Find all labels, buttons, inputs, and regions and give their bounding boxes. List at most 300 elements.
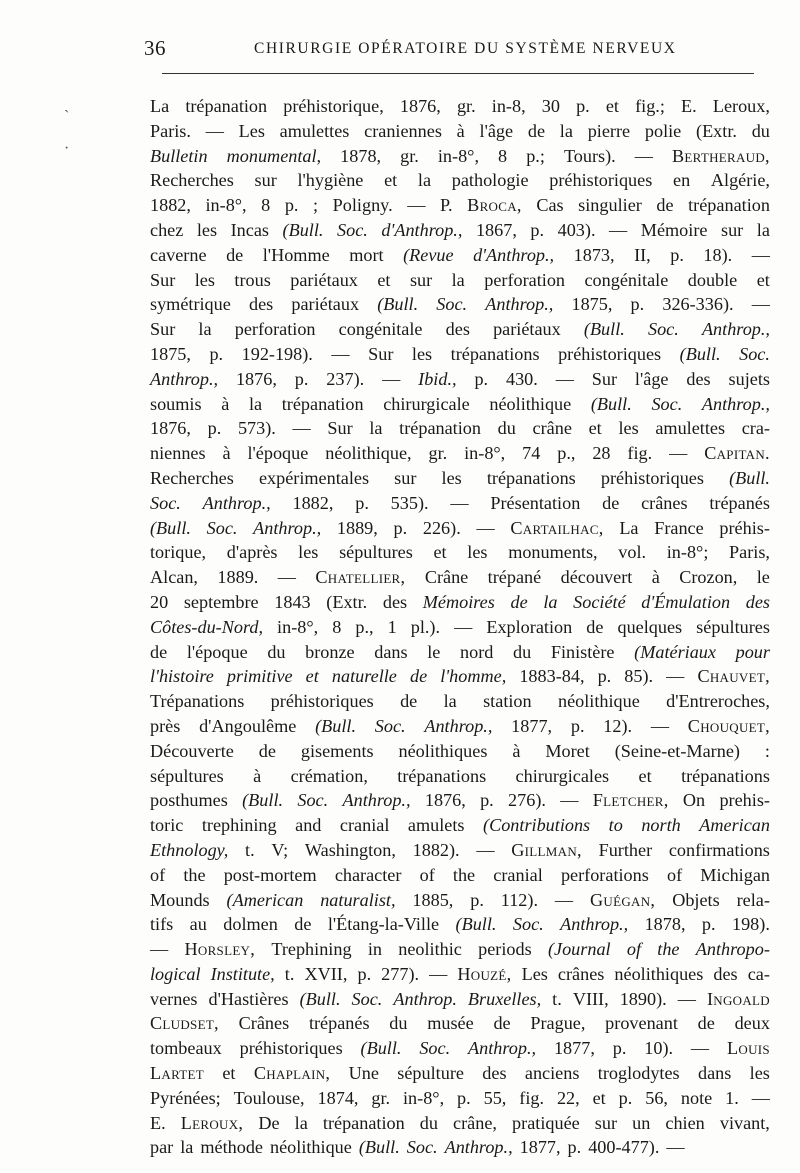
word: the [183, 864, 206, 885]
page-number: 36 [144, 36, 166, 60]
italic-word: Bulletin [150, 145, 208, 166]
word: 30 [541, 96, 560, 116]
word: l'Étang-la-Ville [327, 914, 440, 935]
italic-word: de [510, 591, 528, 612]
italic-word: of [626, 939, 642, 960]
word: nord [460, 641, 494, 662]
word: l'âge [634, 368, 669, 389]
word: dans [374, 641, 408, 662]
italic-word: Soc. [406, 1137, 438, 1158]
word: P. [439, 195, 453, 216]
word: l'Homme [262, 244, 330, 265]
text-line [150, 119, 770, 144]
italic-word: d'Émulation [641, 591, 731, 612]
word: ; [313, 195, 319, 216]
word: (Extr. [696, 120, 737, 141]
word: perforation [484, 269, 566, 290]
word: periods [478, 939, 532, 960]
word: singulier [578, 195, 642, 216]
word: 1876, [424, 790, 466, 811]
word: d'Hastières [208, 988, 289, 1009]
word: la [559, 120, 573, 141]
word: II, [634, 244, 651, 265]
word: Washington, [304, 839, 396, 860]
word: de [697, 1013, 715, 1034]
word: par [150, 1137, 174, 1158]
word: 1875, [150, 343, 191, 364]
word: les [618, 418, 639, 439]
word: du [751, 120, 770, 141]
word: 18). [703, 244, 733, 265]
word: 1877, [519, 1137, 561, 1158]
word: of [150, 864, 166, 885]
italic-word: monumental, [226, 145, 322, 166]
word: p. [393, 517, 408, 538]
word: Les [238, 120, 265, 141]
word: 226). [422, 517, 461, 538]
word: 1875, [571, 294, 613, 315]
word: vol. [618, 542, 647, 563]
word: p., [355, 616, 374, 637]
word: la [369, 418, 383, 439]
word: expérimentales [258, 467, 370, 488]
word: l'époque [186, 641, 248, 662]
word: 277). [381, 963, 420, 984]
text-line [150, 416, 770, 441]
word: et [605, 96, 619, 116]
word: Prague, [530, 1013, 586, 1034]
word: d'après [226, 542, 278, 563]
word: pariétaux [290, 269, 358, 290]
word: sur [594, 1112, 618, 1133]
word: Recherches [150, 170, 234, 191]
word: Alcan, [150, 567, 198, 588]
italic-word: Société [573, 591, 626, 612]
word: — [609, 219, 628, 240]
text-line [150, 615, 770, 640]
word: des [713, 963, 738, 984]
italic-word: et [305, 666, 319, 687]
word: Poligny. [332, 195, 393, 216]
word: — [751, 1087, 770, 1108]
word: chien [665, 1112, 705, 1133]
word: 74 [522, 443, 541, 464]
word: p. [701, 914, 716, 935]
word: monuments, [508, 542, 598, 563]
word: p. [530, 219, 545, 240]
word: station [483, 691, 532, 712]
italic-word: d'Anthrop., [473, 244, 555, 265]
word: 1889, [336, 517, 378, 538]
word: musée [427, 1013, 474, 1034]
italic-word: Anthrop., [468, 1038, 537, 1059]
text-line [150, 1111, 770, 1136]
word: — [677, 988, 696, 1009]
word: Incas [230, 219, 269, 240]
word: 1890). [619, 988, 667, 1009]
text-line [150, 689, 770, 714]
word: E. [150, 1112, 166, 1133]
word: néolithique, [325, 443, 412, 464]
word: préhistoriques [600, 467, 704, 488]
word: et [222, 1063, 236, 1084]
italic-word: de [409, 666, 428, 687]
word: trépanation [688, 195, 770, 216]
word: néolithiques [614, 963, 704, 984]
word: p. [480, 790, 494, 811]
word: 8 [498, 145, 508, 166]
word: en [673, 170, 691, 191]
word: 1 [387, 616, 397, 637]
word: de [294, 914, 312, 935]
author-name: Capitan. [704, 443, 770, 464]
author-name: Ingoald [706, 988, 770, 1009]
header-rule [162, 73, 754, 74]
word: sujets [728, 368, 770, 389]
word: bronze [305, 641, 355, 662]
italic-word: Soc. [419, 1038, 451, 1059]
word: la [248, 393, 263, 414]
word: Crozon, [679, 567, 738, 588]
word: pratiquée [512, 1112, 580, 1133]
word: de [150, 641, 168, 662]
word: 1882, [150, 195, 191, 216]
word: Toulouse, [233, 1087, 305, 1108]
word: 1843 [274, 591, 311, 612]
word: les [298, 542, 319, 563]
word: Mounds [150, 889, 210, 910]
author-name: Horsley, [184, 939, 256, 960]
word: trépanations [681, 765, 770, 786]
text-line [150, 392, 770, 417]
word: p. [470, 889, 484, 910]
word: pariétaux [493, 319, 561, 340]
margin-mark: ` [64, 108, 70, 125]
margin-mark: · [64, 140, 70, 157]
word: — [666, 666, 685, 687]
word: Tours). [563, 145, 616, 166]
word: gisements [300, 740, 374, 761]
word: 276). [508, 790, 546, 811]
word: 1867, [475, 219, 517, 240]
word: 112). [500, 889, 538, 910]
word: 1882). [412, 839, 460, 860]
text-line [150, 193, 770, 218]
word: sur [394, 467, 417, 488]
word: of [666, 864, 683, 885]
word: découvert [560, 567, 633, 588]
italic-word: Anthrop., [150, 368, 219, 389]
author-name: Chouquet, [687, 715, 770, 736]
word: préhistorique, [283, 96, 384, 116]
italic-word: Bruxelles, [467, 988, 542, 1009]
word: 1883-84, [519, 666, 585, 687]
word: pathologie [451, 170, 529, 191]
word: 400-477). [588, 1137, 660, 1158]
word: note [680, 1087, 713, 1108]
word: les [411, 343, 433, 364]
italic-word: (American [226, 889, 304, 910]
page-header [144, 36, 764, 62]
italic-word: (Bull. [590, 393, 632, 414]
word: et [588, 418, 602, 439]
text-line [150, 1135, 770, 1160]
word: préhistoriques [239, 1038, 343, 1059]
word: t. [552, 988, 562, 1009]
word: de [586, 616, 604, 637]
word: 430. [505, 368, 538, 389]
word: des [686, 368, 711, 389]
word: à [651, 567, 660, 588]
word: des [482, 1063, 507, 1084]
text-line [150, 813, 770, 838]
italic-word: (Bull. [299, 988, 341, 1009]
italic-word: Anthrop., [253, 517, 322, 538]
word: Découverte [150, 740, 234, 761]
word: et [377, 269, 391, 290]
author-name: Bertheraud, [671, 145, 770, 166]
text-line [150, 987, 770, 1012]
author-name: Houzé, [457, 963, 512, 984]
word: les [196, 219, 218, 240]
word: un [632, 1112, 651, 1133]
author-name: Cartailhac, [510, 517, 604, 538]
word: in-8°, [464, 443, 506, 464]
word: vernes [150, 988, 198, 1009]
text-line [150, 888, 770, 913]
word: des [445, 319, 470, 340]
italic-word: (Matériaux [634, 641, 716, 662]
italic-word: Anthrop., [560, 914, 629, 935]
italic-word: logical [150, 963, 201, 984]
word: — [476, 839, 495, 860]
word: le [427, 641, 441, 662]
word: à [253, 765, 262, 786]
word: chez [150, 219, 184, 240]
word: Sur [368, 343, 394, 364]
word: chirurgicales [515, 765, 610, 786]
text-line [150, 367, 770, 392]
word: p. [612, 1038, 627, 1059]
word: double [687, 269, 738, 290]
word: l'hygiène [297, 170, 364, 191]
word: crâne, [453, 1112, 497, 1133]
italic-word: Soc. [651, 393, 683, 414]
word: : [764, 740, 770, 761]
word: — [476, 517, 495, 538]
word: sur [409, 269, 433, 290]
word: sépultures [339, 542, 413, 563]
italic-word: l'histoire [150, 666, 214, 687]
word: and [295, 815, 322, 836]
word: VIII, [572, 988, 609, 1009]
text-line [150, 739, 770, 764]
word: dolmen [223, 914, 278, 935]
word: the [452, 864, 476, 885]
word: 1873, [573, 244, 615, 265]
word: V; [271, 839, 289, 860]
word: craniennes [364, 120, 442, 141]
word: p. [576, 96, 590, 116]
italic-word: naturalist, [320, 889, 396, 910]
word: près [150, 715, 181, 736]
word: prehis- [719, 790, 770, 811]
italic-word: la [543, 591, 558, 612]
italic-word: (Bull. [315, 715, 356, 736]
word: Paris. [150, 120, 191, 141]
word: — [650, 715, 669, 736]
italic-word: (Bull. [242, 790, 284, 811]
word: Recherches [150, 467, 234, 488]
text-line [150, 243, 770, 268]
word: E. [681, 96, 697, 116]
word: septembre [183, 591, 259, 612]
word: 12). [603, 715, 633, 736]
word: (Seine-et-Marne) [614, 740, 740, 761]
word: p. [474, 368, 489, 389]
word: néolithique [557, 691, 640, 712]
word: gr. [400, 145, 419, 166]
text-line [150, 342, 770, 367]
word: 192-198). [241, 343, 313, 364]
word: Exploration [486, 616, 573, 637]
word: — [150, 939, 169, 960]
word: trépanation [281, 393, 364, 414]
italic-word: d'Anthrop., [381, 219, 463, 240]
word: 1. [725, 1087, 739, 1108]
word: trépanations [450, 343, 540, 364]
word: — [429, 963, 448, 984]
word: trépanation [399, 418, 481, 439]
italic-word: Ethnology, [150, 839, 229, 860]
text-line [150, 441, 770, 466]
word: néolithique [489, 393, 572, 414]
word: méthode [200, 1137, 264, 1158]
text-line [150, 788, 770, 813]
italic-word: to [608, 815, 623, 836]
word: — [560, 790, 579, 811]
word: soumis [150, 393, 202, 414]
italic-word: Soc. [351, 988, 383, 1009]
word: niennes [150, 443, 206, 464]
word: trépané [487, 567, 542, 588]
text-line [150, 565, 770, 590]
word: Une [348, 1063, 379, 1084]
word: et [433, 542, 447, 563]
text-line [150, 714, 770, 739]
running-title: CHIRURGIE OPÉRATOIRE DU SYSTÈME NERVEUX [254, 40, 677, 57]
italic-word: primitive [226, 666, 293, 687]
word: — [554, 889, 574, 910]
word: in [367, 939, 382, 960]
word: symétrique [150, 294, 231, 315]
word: Sur [591, 368, 618, 389]
word: amulettes [655, 418, 726, 439]
word: De [258, 1112, 280, 1133]
word: gr. [456, 96, 476, 116]
italic-word: Anthrop., [342, 790, 411, 811]
word: cra- [741, 418, 770, 439]
text-line [150, 962, 770, 987]
word: p.; [526, 145, 545, 166]
word: p., [557, 443, 576, 464]
word: — [669, 443, 688, 464]
word: fig. [627, 443, 653, 464]
word: amulets [407, 815, 465, 836]
word: confirmations [668, 839, 770, 860]
text-line [150, 937, 770, 962]
italic-word: Soc. [337, 219, 368, 240]
italic-word: Anthrop., [202, 492, 271, 513]
text-line [150, 491, 770, 516]
word: t. [245, 839, 255, 860]
word: de [493, 1013, 511, 1034]
word: trephining [201, 815, 277, 836]
word: fig. [519, 1087, 545, 1108]
italic-word: American [699, 815, 770, 836]
word: sur [721, 219, 744, 240]
word: gr. [371, 1087, 391, 1108]
word: — [690, 1038, 710, 1059]
word: in-8°, [437, 145, 479, 166]
word: Présentation [490, 492, 581, 513]
word: crémation, [290, 765, 368, 786]
word: crânes [641, 492, 688, 513]
word: 573). [237, 418, 276, 439]
word: — [751, 244, 770, 265]
word: le [756, 567, 770, 588]
word: au [189, 914, 207, 935]
word: p. [357, 963, 372, 984]
author-name: Leroux, [180, 1112, 244, 1133]
word: perforations [560, 864, 649, 885]
word: 85). [624, 666, 654, 687]
word: Crânes [238, 1013, 290, 1034]
word: torique, [150, 542, 207, 563]
word: de [226, 244, 244, 265]
italic-word: Anthrop., [444, 1137, 513, 1158]
italic-word: (Bull. [377, 294, 419, 315]
word: p. [630, 294, 645, 315]
word: Paris, [729, 542, 770, 563]
word: (Extr. [326, 591, 368, 612]
word: de [602, 492, 620, 513]
text-line [150, 912, 770, 937]
word: à [456, 120, 465, 141]
word: p. [618, 1087, 633, 1108]
word: des [248, 294, 274, 315]
italic-word: (Bull. [679, 343, 721, 364]
word: polie [644, 120, 682, 141]
text-line [150, 268, 770, 293]
italic-word: Côtes-du-Nord, [150, 616, 263, 637]
word: 10). [644, 1038, 674, 1059]
word: — [666, 1137, 685, 1158]
italic-word: Ibid., [418, 368, 457, 389]
word: 20 [150, 591, 169, 612]
word: — [450, 492, 469, 513]
italic-word: (Bull. [150, 517, 191, 538]
word: in-8°, [403, 1087, 445, 1108]
word: p. [294, 368, 309, 389]
text-line [150, 218, 770, 243]
word: — [292, 418, 311, 439]
word: la [294, 1112, 308, 1133]
word: Les [521, 963, 548, 984]
word: trépanations [486, 467, 576, 488]
word: p. [567, 1137, 582, 1158]
word: de [527, 120, 546, 141]
